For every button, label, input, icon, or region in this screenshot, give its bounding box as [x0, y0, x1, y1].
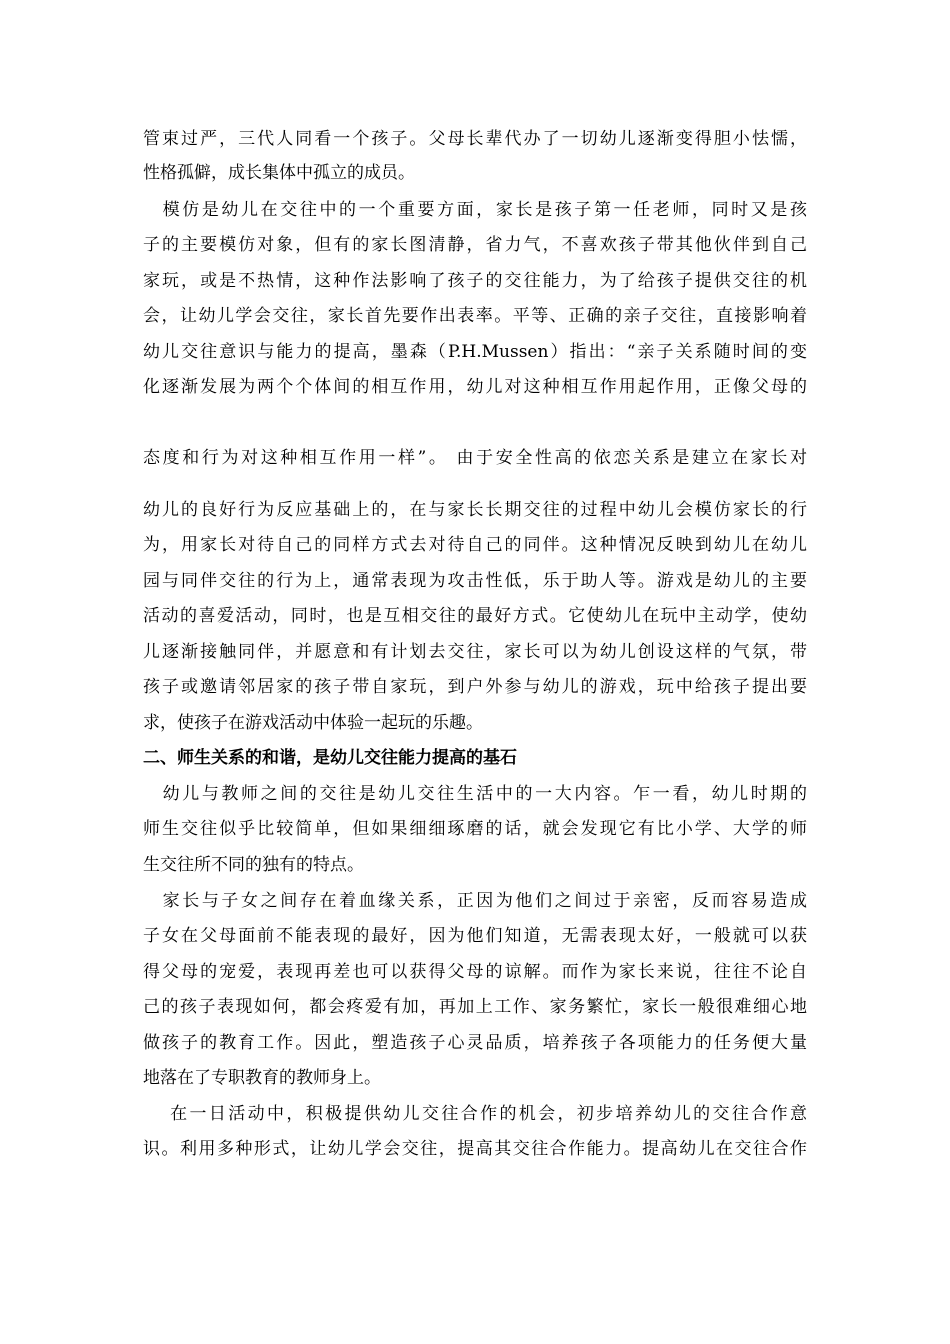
text-line: 在一日活动中，积极提供幼儿交往合作的机会，初步培养幼儿的交往合作意	[143, 1104, 807, 1124]
text-line: 得父母的宠爱，表现再差也可以获得父母的谅解。而作为家长来说，往往不论自	[143, 962, 807, 982]
text-line: 儿逐渐接触同伴，并愿意和有计划去交往，家长可以为幼儿创设这样的气氛，带	[143, 642, 807, 662]
text-line: 模仿是幼儿在交往中的一个重要方面，家长是孩子第一任老师，同时又是孩	[143, 200, 807, 220]
text-line: 师生交往似乎比较简单，但如果细细琢磨的话，就会发现它有比小学、大学的师	[143, 819, 807, 839]
text-line: 地落在了专职教育的教师身上。	[143, 1068, 381, 1088]
text-line: 家玩，或是不热情，这种作法影响了孩子的交往能力，为了给孩子提供交往的机	[143, 271, 807, 291]
text-line: 求，使孩子在游戏活动中体验一起玩的乐趣。	[143, 713, 483, 733]
text-line: 性格孤僻，成长集体中孤立的成员。	[143, 163, 415, 183]
text-line: 生交往所不同的独有的特点。	[143, 855, 364, 875]
text-line: 园与同伴交往的行为上，通常表现为攻击性低，乐于助人等。游戏是幼儿的主要	[143, 571, 807, 591]
text-line: 己的孩子表现如何，都会疼爱有加，再加上工作、家务繁忙，家长一般很难细心地	[143, 997, 807, 1017]
text-line: 幼儿的良好行为反应基础上的，在与家长长期交往的过程中幼儿会模仿家长的行	[143, 500, 807, 520]
text-line: 孩子或邀请邻居家的孩子带自家玩，到户外参与幼儿的游戏，玩中给孩子提出要	[143, 677, 807, 697]
text-line: 化逐渐发展为两个个体间的相互作用，幼儿对这种相互作用起作用，正像父母的	[143, 377, 807, 397]
text-line: 管束过严，三代人同看一个孩子。父母长辈代办了一切幼儿逐渐变得胆小怯懦，	[143, 129, 807, 149]
text-line: 会，让幼儿学会交往，家长首先要作出表率。平等、正确的亲子交往，直接影响着	[143, 306, 807, 326]
text-line: 态度和行为对这种相互作用一样”。 由于安全性高的依恋关系是建立在家长对	[143, 448, 807, 468]
text-line: 活动的喜爱活动，同时，也是互相交往的最好方式。它使幼儿在玩中主动学，使幼	[143, 606, 807, 626]
text-line: 识。利用多种形式，让幼儿学会交往，提高其交往合作能力。提高幼儿在交往合作	[143, 1139, 807, 1159]
section-heading: 二、师生关系的和谐，是幼儿交往能力提高的基石	[143, 748, 517, 768]
text-line: 幼儿与教师之间的交往是幼儿交往生活中的一大内容。乍一看，幼儿时期的	[143, 784, 807, 804]
text-line: 做孩子的教育工作。因此，塑造孩子心灵品质，培养孩子各项能力的任务便大量	[143, 1033, 807, 1053]
text-line: 为，用家长对待自己的同样方式去对待自己的同伴。这种情况反映到幼儿在幼儿	[143, 535, 807, 555]
text-line: 子女在父母面前不能表现的最好，因为他们知道，无需表现太好，一般就可以获	[143, 926, 807, 946]
text-line: 家长与子女之间存在着血缘关系，正因为他们之间过于亲密，反而容易造成	[143, 891, 807, 911]
text-line: 子的主要模仿对象，但有的家长图清静，省力气，不喜欢孩子带其他伙伴到自己	[143, 235, 807, 255]
text-line: 幼儿交往意识与能力的提高，墨森（P.H.Mussen）指出：“亲子关系随时间的变	[143, 342, 807, 362]
